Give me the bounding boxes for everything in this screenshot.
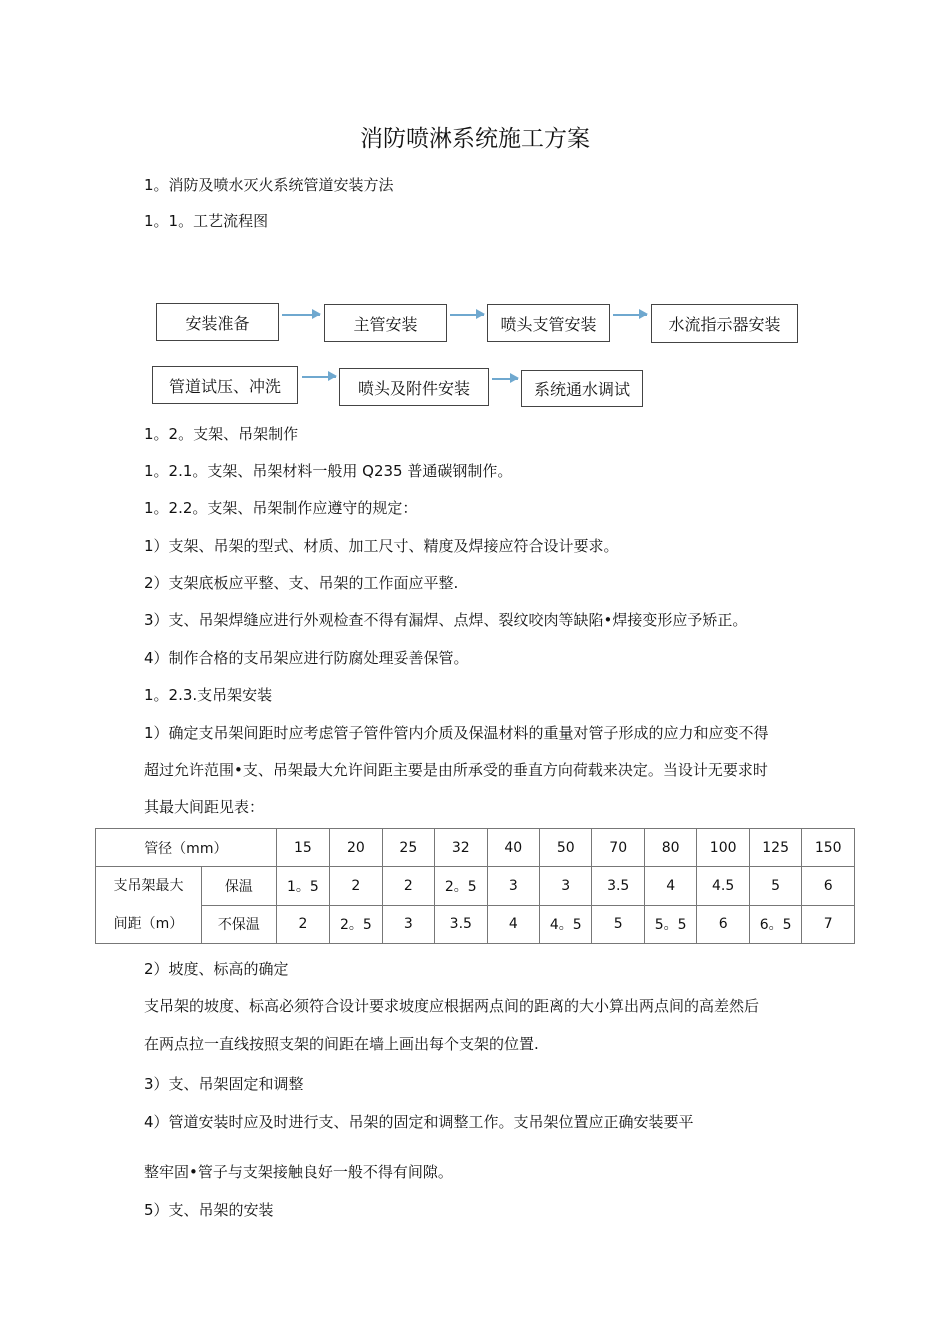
row-label-line1: 支吊架最大 (113, 878, 184, 894)
table-cell: 1。5 (276, 867, 329, 906)
flow-step-main-pipe: 主管安装 (324, 304, 447, 342)
paragraph-1-2-1: 1。2.1。支架、吊架材料一般用 Q235 普通碳钢制作。 (144, 462, 513, 480)
table-cell: 15 (276, 829, 329, 867)
insulated-label: 保温 (201, 867, 276, 906)
paragraph-line: 支吊架的坡度、标高必须符合设计要求坡度应根据两点间的距离的大小算出两点间的高差然后 (144, 997, 760, 1015)
table-cell: 5 (592, 905, 644, 944)
table-cell: 6 (697, 905, 749, 944)
table-cell: 4 (487, 905, 539, 944)
flow-step-sprinkler-install: 喷头及附件安装 (339, 368, 489, 406)
table-cell: 50 (540, 829, 592, 867)
flow-step-flow-indicator: 水流指示器安装 (651, 304, 798, 343)
flow-arrow (450, 314, 484, 316)
table-cell: 40 (487, 829, 539, 867)
rule-item: 1）支架、吊架的型式、材质、加工尺寸、精度及焊接应符合设计要求。 (144, 537, 619, 555)
document-title: 消防喷淋系统施工方案 (360, 126, 590, 152)
table-cell: 3 (540, 867, 592, 906)
flow-step-prepare: 安装准备 (156, 303, 279, 341)
flow-step-branch-pipe: 喷头支管安装 (487, 304, 610, 342)
paragraph-line: 超过允许范围•支、吊架最大允许间距主要是由所承受的垂直方向荷载来决定。当设计无要求时 (144, 761, 768, 779)
table-cell: 2 (382, 867, 434, 906)
table-cell: 2。5 (435, 867, 487, 906)
table-row-diameter (96, 829, 855, 867)
table-cell: 2。5 (330, 905, 382, 944)
item-5: 5）支、吊架的安装 (144, 1201, 274, 1219)
table-row-insulated (96, 867, 855, 906)
rule-item: 2）支架底板应平整、支、吊架的工作面应平整. (144, 574, 459, 592)
slope-title: 2）坡度、标高的确定 (144, 960, 289, 978)
flow-step-pressure-test: 管道试压、冲洗 (152, 366, 298, 404)
row-label-line2: 间距（m） (113, 916, 184, 932)
table-row-label (96, 867, 202, 944)
table-cell: 3.5 (435, 905, 487, 944)
table-cell: 150 (802, 829, 855, 867)
table-cell: 3.5 (592, 867, 644, 906)
table-cell: 6 (802, 867, 855, 906)
table-cell: 6。5 (749, 905, 801, 944)
flow-arrow (282, 314, 320, 316)
table-cell: 20 (330, 829, 382, 867)
table-cell: 5。5 (644, 905, 696, 944)
table-cell: 80 (644, 829, 696, 867)
flow-step-water-test: 系统通水调试 (521, 370, 643, 407)
rule-item: 4）制作合格的支吊架应进行防腐处理妥善保管。 (144, 649, 469, 667)
table-cell: 2 (276, 905, 329, 944)
table-row-uninsulated (96, 905, 855, 944)
table-cell: 2 (330, 867, 382, 906)
table-header-label: 管径（mm） (96, 829, 277, 867)
section-heading-1-2: 1。2。支架、吊架制作 (144, 425, 299, 443)
paragraph-line: 在两点拉一直线按照支架的间距在墙上画出每个支架的位置. (144, 1035, 539, 1053)
flow-arrow (302, 376, 336, 378)
table-cell: 5 (749, 867, 801, 906)
paragraph-line: 其最大间距见表： (144, 798, 265, 816)
section-heading-1-1: 1。1。工艺流程图 (144, 212, 269, 230)
table-cell: 25 (382, 829, 434, 867)
section-heading-1-2-3: 1。2.3.支吊架安装 (144, 686, 273, 704)
flow-arrow (492, 378, 518, 380)
paragraph-1-2-2: 1。2.2。支架、吊架制作应遵守的规定： (144, 499, 418, 517)
item-3: 3）支、吊架固定和调整 (144, 1075, 304, 1093)
uninsulated-label: 不保温 (201, 905, 276, 944)
item-4-line2: 整牢固•管子与支架接触良好一般不得有间隙。 (144, 1163, 453, 1181)
rule-item: 3）支、吊架焊缝应进行外观检查不得有漏焊、点焊、裂纹咬肉等缺陷•焊接变形应予矫正。 (144, 611, 748, 629)
table-cell: 125 (749, 829, 801, 867)
table-cell: 3 (487, 867, 539, 906)
table-cell: 3 (382, 905, 434, 944)
section-heading-1: 1。消防及喷水灭火系统管道安装方法 (144, 176, 394, 194)
table-cell: 7 (802, 905, 855, 944)
support-spacing-table (95, 828, 855, 944)
table-cell: 32 (435, 829, 487, 867)
flow-arrow (613, 314, 647, 316)
table-cell: 100 (697, 829, 749, 867)
paragraph-line: 1）确定支吊架间距时应考虑管子管件管内介质及保温材料的重量对管子形成的应力和应变不得 (144, 724, 769, 742)
table-cell: 4 (644, 867, 696, 906)
item-4-line1: 4）管道安装时应及时进行支、吊架的固定和调整工作。支吊架位置应正确安装要平 (144, 1113, 694, 1131)
table-cell: 70 (592, 829, 644, 867)
table-cell: 4.5 (697, 867, 749, 906)
table-cell: 4。5 (540, 905, 592, 944)
